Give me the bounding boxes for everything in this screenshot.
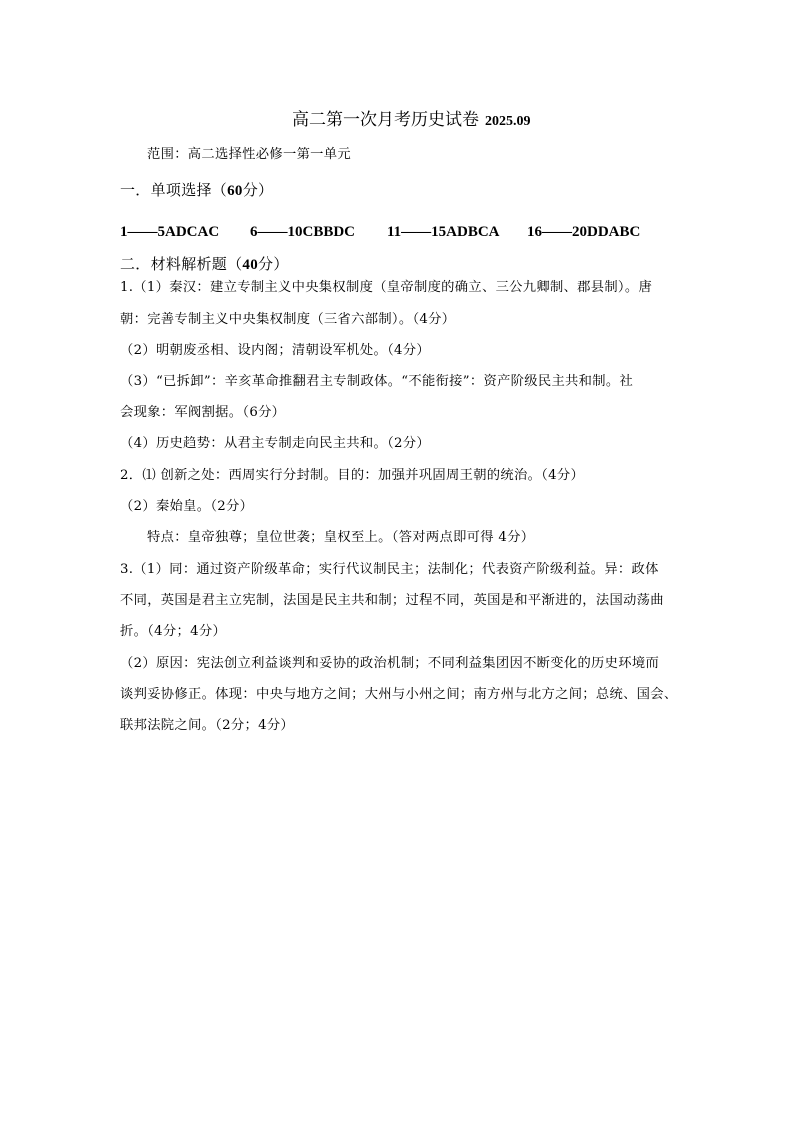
answer-line: （2）明朝废丞相、设内阁；清朝设军机处。（4分）	[120, 343, 431, 358]
exam-date: 2025.09	[485, 114, 531, 129]
section-2-heading: 二．材料解析题（40分）	[120, 255, 289, 273]
section-1-heading: 一．单项选择（60分）	[120, 181, 274, 199]
answer-key-row	[120, 222, 640, 242]
answer-line: 会现象：军阀割据。（6分）	[120, 405, 286, 420]
answer-line: 联邦法院之间。（2分；4分）	[120, 718, 295, 733]
exam-title-text: 高二第一次月考历史试卷	[292, 110, 479, 130]
answer-line: （2）秦始皇。（2分）	[120, 499, 254, 514]
answer-group: 16——20DDABC	[527, 224, 641, 240]
answer-line: 2．⑴ 创新之处：西周实行分封制。目的：加强并巩固周王朝的统治。（4分）	[120, 468, 585, 483]
answer-group: 6——10CBBDC	[250, 224, 356, 240]
answer-line: （2）原因：宪法创立利益谈判和妥协的政治机制；不同利益集团因不断变化的历史环境而	[120, 656, 660, 671]
answer-line: （4）历史趋势：从君主专制走向民主共和。（2分）	[120, 436, 431, 451]
answer-line: 谈判妥协修正。体现：中央与地方之间；大州与小州之间；南方州与北方之间；总统、国会、	[120, 687, 678, 702]
answer-line: 1.（1）秦汉：建立专制主义中央集权制度（皇帝制度的确立、三公九卿制、郡县制）。唐	[120, 280, 653, 295]
answer-line: （3）“已拆卸”：辛亥革命推翻君主专制政体。“不能衔接”：资产阶级民主共和制。社	[120, 374, 634, 389]
exam-title	[292, 109, 531, 133]
answer-line: 不同，英国是君主立宪制，法国是民主共和制；过程不同，英国是和平渐进的，法国动荡曲	[120, 593, 664, 608]
exam-scope: 范围：高二选择性必修一第一单元	[147, 147, 351, 162]
answer-line: 3.（1）同：通过资产阶级革命；实行代议制民主；法制化；代表资产阶级利益。异：政体	[120, 562, 659, 577]
answer-group: 1——5ADCAC	[120, 224, 220, 240]
answer-line: 折。（4分；4分）	[120, 624, 227, 639]
answer-line: 特点：皇帝独尊；皇位世袭；皇权至上。（答对两点即可得 4分）	[147, 530, 535, 545]
answer-group: 11——15ADBCA	[387, 224, 500, 240]
answer-line: 朝：完善专制主义中央集权制度（三省六部制）。（4分）	[120, 312, 456, 327]
